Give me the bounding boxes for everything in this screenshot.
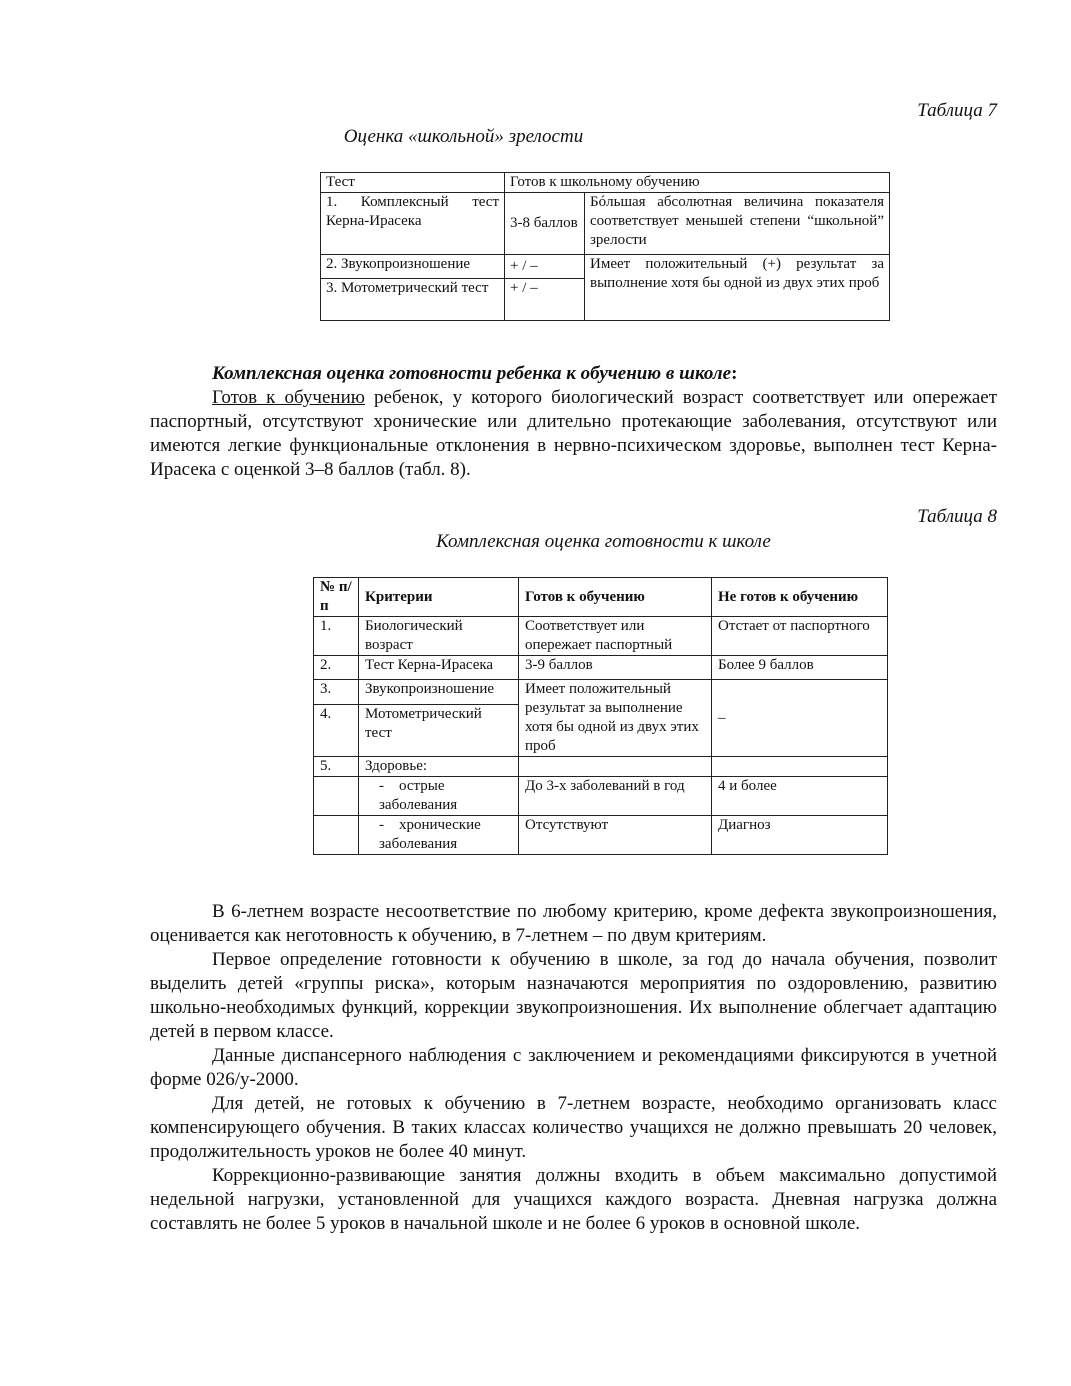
heading-colon: : [731,363,738,384]
table-cell: – [712,680,888,757]
paragraph: Данные диспансерного наблюдения с заключением и рекомендациями фиксируются в учетной форме 026/у-2000. [150,1045,997,1090]
paragraph: Коррекционно-развивающие занятия должны входить в объем максимально допустимой недельной нагрузки, установленной для учащихся каждого возраста. Дневная нагрузка должна составлять не более 5 уроков в начальной школе и не более 6 уроков в основной школе. [150,1165,997,1234]
table8 [313,577,888,855]
table-cell [314,816,359,855]
table-cell: + / – [505,255,585,279]
table-header-cell: Готов к школьному обучению [505,173,890,193]
table-row [314,680,888,705]
table-cell: Здоровье: [359,757,519,777]
table-header-row [321,173,890,193]
table-row [314,757,888,777]
table-cell [519,757,712,777]
table-cell: Отстает от паспортного [712,617,888,656]
section-block [150,362,997,482]
table-cell: Имеет положительный результат за выполнение хотя бы одной из двух этих проб [519,680,712,757]
heading-text: Комплексная оценка готовности ребенка к обучению в школе [212,363,732,384]
section-heading [150,362,997,386]
table-cell: Звукопроизношение [359,680,519,705]
table-header-cell: Не готов к обучению [712,578,888,617]
table-cell: Биологический возраст [359,617,519,656]
table-cell: Бóльшая абсолютная величина показателя соответствует меньшей степени “школьной” зрелости [585,193,890,255]
table8-title: Комплексная оценка готовности к школе [436,531,771,552]
table-cell: Мотометрический тест [359,705,519,757]
table-row [321,193,890,255]
table-cell: 4. [314,705,359,757]
table-cell: 3. Мотометрический тест [321,279,505,321]
table-cell: Имеет положительный (+) результат за выполнение хотя бы одной из двух этих проб [585,255,890,321]
table-row [314,777,888,816]
table-cell: Соответствует или опережает паспортный [519,617,712,656]
table-cell: Диагноз [712,816,888,855]
table7-label: Таблица 7 [917,100,997,121]
table-cell: Более 9 баллов [712,656,888,680]
table-cell: 1. [314,617,359,656]
underlined-term: Готов к обучению [212,387,365,408]
table-row [314,617,888,656]
table-row [321,255,890,279]
table-cell: 3. [314,680,359,705]
table-row [314,816,888,855]
section-paragraph [150,386,997,482]
body-paragraphs [150,900,997,1236]
paragraph: Для детей, не готовых к обучению в 7-летнем возрасте, необходимо организовать класс компенсирующего обучения. В таких классах количество учащихся не должно превышать 20 человек, продолжительность уроков не более 40 минут. [150,1093,997,1162]
table-cell [314,777,359,816]
table-row [314,656,888,680]
paragraph-text: ребенок, у которого биологический возраст соответствует или опережает паспортный, отсутствуют хронические или длительно протекающие заболевания, отсутствуют или имеются легкие функциональные отклонения в нервно-психическом здоровье, выполнен тест Керна-Ирасека с оценкой 3–8 баллов (табл. 8). [150,387,997,480]
table-cell [712,757,888,777]
table-cell: - хронические заболевания [359,816,519,855]
table-cell: + / – [505,279,585,321]
table-header-cell: Готов к обучению [519,578,712,617]
table-header-cell: № п/п [314,578,359,617]
table-cell: 2. [314,656,359,680]
table8-label: Таблица 8 [917,506,997,527]
table-cell: - острые заболевания [359,777,519,816]
table-cell: 1. Комплексный тест Керна-Ирасека [321,193,505,255]
table-cell: Тест Керна-Ирасека [359,656,519,680]
table-cell: Отсутствуют [519,816,712,855]
table-header-row [314,578,888,617]
table7 [320,172,890,321]
table-cell: 2. Звукопроизношение [321,255,505,279]
table-cell: 5. [314,757,359,777]
table-cell: 3-8 баллов [505,193,585,255]
table7-title: Оценка «школьной» зрелости [343,126,584,147]
table-header-cell: Тест [321,173,505,193]
table-cell: До 3-х заболеваний в год [519,777,712,816]
table-cell: 4 и более [712,777,888,816]
table-cell: 3-9 баллов [519,656,712,680]
paragraph: В 6-летнем возрасте несоответствие по любому критерию, кроме дефекта звукопроизношения, оценивается как неготовность к обучению, в 7-летнем – по двум критериям. [150,901,997,946]
paragraph: Первое определение готовности к обучению в школе, за год до начала обучения, позволит выделить детей «группы риска», которым назначаются мероприятия по оздоровлению, развитию школьно-необходимых функций, коррекции звукопроизношения. Их выполнение облегчает адаптацию детей в первом классе. [150,949,997,1042]
table-header-cell: Критерии [359,578,519,617]
